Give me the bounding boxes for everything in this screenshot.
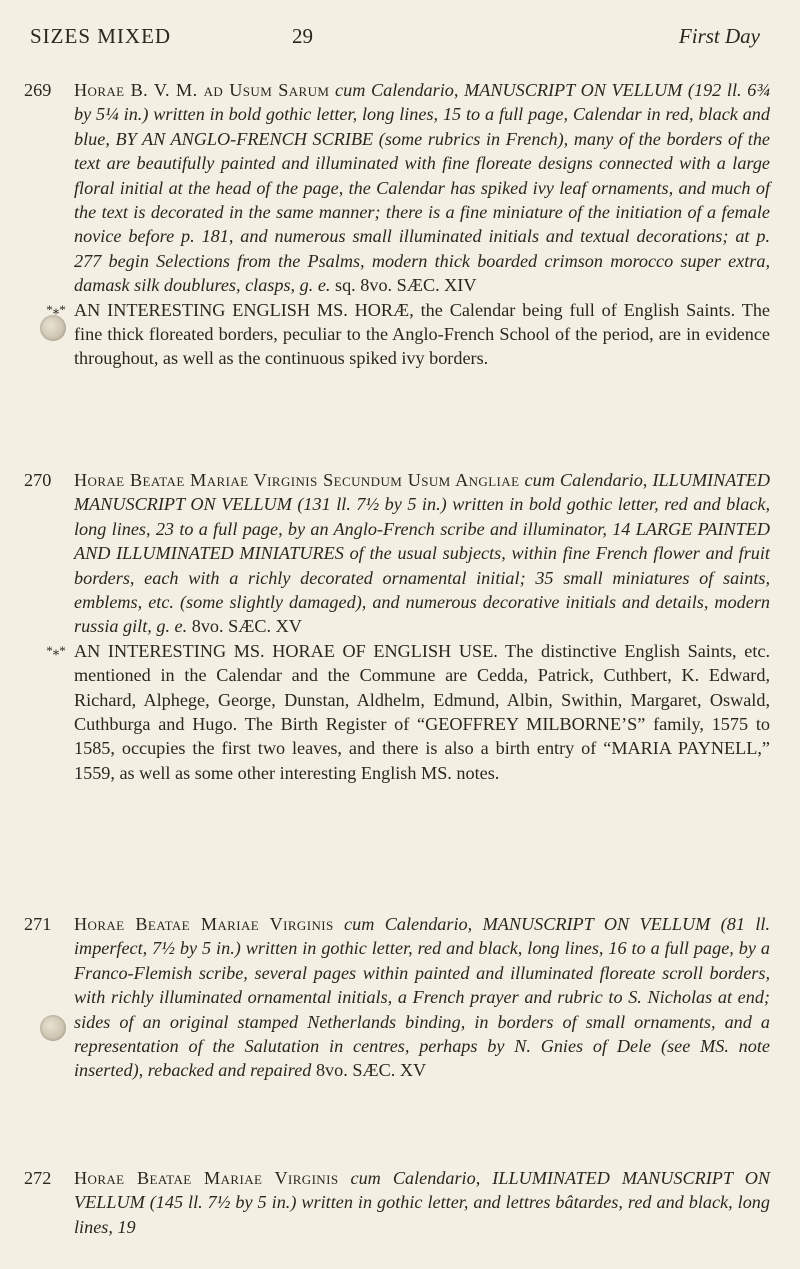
lot-description [74,1166,770,1239]
lot-note [46,298,770,371]
lot-title: Horae Beatae Mariae Virginis Secundum Usum Angliae [74,470,520,490]
header-sizes: SIZES MIXED [30,24,172,48]
lot-description [74,468,770,639]
lot-entry [24,1166,770,1239]
lot-date: SÆC. XV [352,1060,427,1081]
lot-text: cum Calendario, MANUSCRIPT ON VELLUM (81 ll. imperfect, 7½ by 5 in.) written in gothic letter, red and black, long lines, 16 to a full page, by a Franco-Flemish scribe, several pages within painted and illuminated floreate scroll borders, with richly illuminated ornamental initials, a French prayer and rubric to S. Nicholas at end; sides of an original stamped Netherlands binding, in borders of small ornaments, and a representation of the Salutation in centres, perhaps by N. Gnies of Dele (see MS. note inserted), rebacked and repaired [74,914,770,1081]
lot-title: Horae Beatae Mariae Virginis [74,1168,339,1188]
lot-entry [24,468,770,785]
lot-description [74,912,770,1083]
lot-text: cum Calendario, ILLUMINATED MANUSCRIPT ON VELLUM (131 ll. 7½ by 5 in.) written in bold gothic letter, red and black, long lines, 23 to a full page, by an Anglo-French scribe and illuminator, 14 LARGE PAINTED AND ILLUMINATED MINIATURES of the usual subjects, within fine French flower and fruit borders, each with a richly decorated ornamental initial; 35 small miniatures of saints, emblems, etc. (some slightly damaged), and numerous decorative initials and details, modern russia gilt, g. e. [74,470,770,637]
lot-size: 8vo. [315,1060,348,1081]
lot-size: 8vo. [191,616,224,637]
lot-title: Horae Beatae Mariae Virginis [74,914,334,934]
asterism-icon: *⁎* [46,301,66,317]
lot-date: SÆC. XV [228,616,302,637]
lot-text: cum Calendario, ILLUMINATED MANUSCRIPT ON VELLUM (145 ll. 7½ by 5 in.) written in gothic letter, and lettres bâtardes, red and black, long lines, 19 [74,1168,770,1237]
page-number: 29 [292,24,313,48]
page-header [30,24,760,60]
lot-title: Horae B. V. M. ad Usum Sarum [74,80,330,100]
lot-entry [24,78,770,371]
lot-number: 271 [24,914,52,934]
header-day: First Day [678,24,760,48]
lot-number: 270 [24,470,52,490]
asterism-icon: *⁎* [46,642,66,658]
lot-size: sq. 8vo. [335,275,393,296]
lot-text: cum Calendario, MANUSCRIPT ON VELLUM (192 ll. 6¾ by 5¼ in.) written in bold gothic letter, long lines, 15 to a full page, Calendar in red, black and blue, BY AN ANGLO-FRENCH SCRIBE (some rubrics in French), many of the borders of the text are beautifully painted and illuminated with fine floreate designs connected with a large floral initial at the head of the page, the Calendar has spiked ivy leaf ornaments, and much of the text is decorated in the same manner; there is a fine miniature of the initiation of a female novice before p. 181, and numerous small illuminated initials and textual decorations; at p. 277 begin Selections from the Psalms, modern thick boarded crimson morocco super extra, damask silk doublures, clasps, g. e. [74,80,770,296]
lot-number: 269 [24,80,52,100]
lot-entry [24,912,770,1083]
lot-note-text: AN INTERESTING MS. HORAE OF ENGLISH USE. The distinctive English Saints, etc. mentioned in the Calendar and the Commune are Cedda, Patrick, Cuthbert, K. Edward, Richard, Alphege, George, Dunstan, Aldhelm, Edmund, Albin, Swithin, Margaret, Oswald, Cuthburga and Hugo. The Birth Register of “GEOFFREY MILBORNE’S” family, 1575 to 1585, occupies the first two leaves, and there is also a birth entry of “MARIA PAYNELL,” 1559, as well as some other interesting English MS. notes. [74,640,770,783]
lot-note-text: AN INTERESTING ENGLISH MS. HORÆ, the Calendar being full of English Saints. The fine thick floreated borders, peculiar to the Anglo-French School of the period, are in evidence throughout, as well as the continuous spiked ivy borders. [74,299,770,369]
lot-number: 272 [24,1168,52,1188]
lot-note [46,639,770,785]
lot-description [74,78,770,298]
lot-date: SÆC. XIV [396,275,477,296]
